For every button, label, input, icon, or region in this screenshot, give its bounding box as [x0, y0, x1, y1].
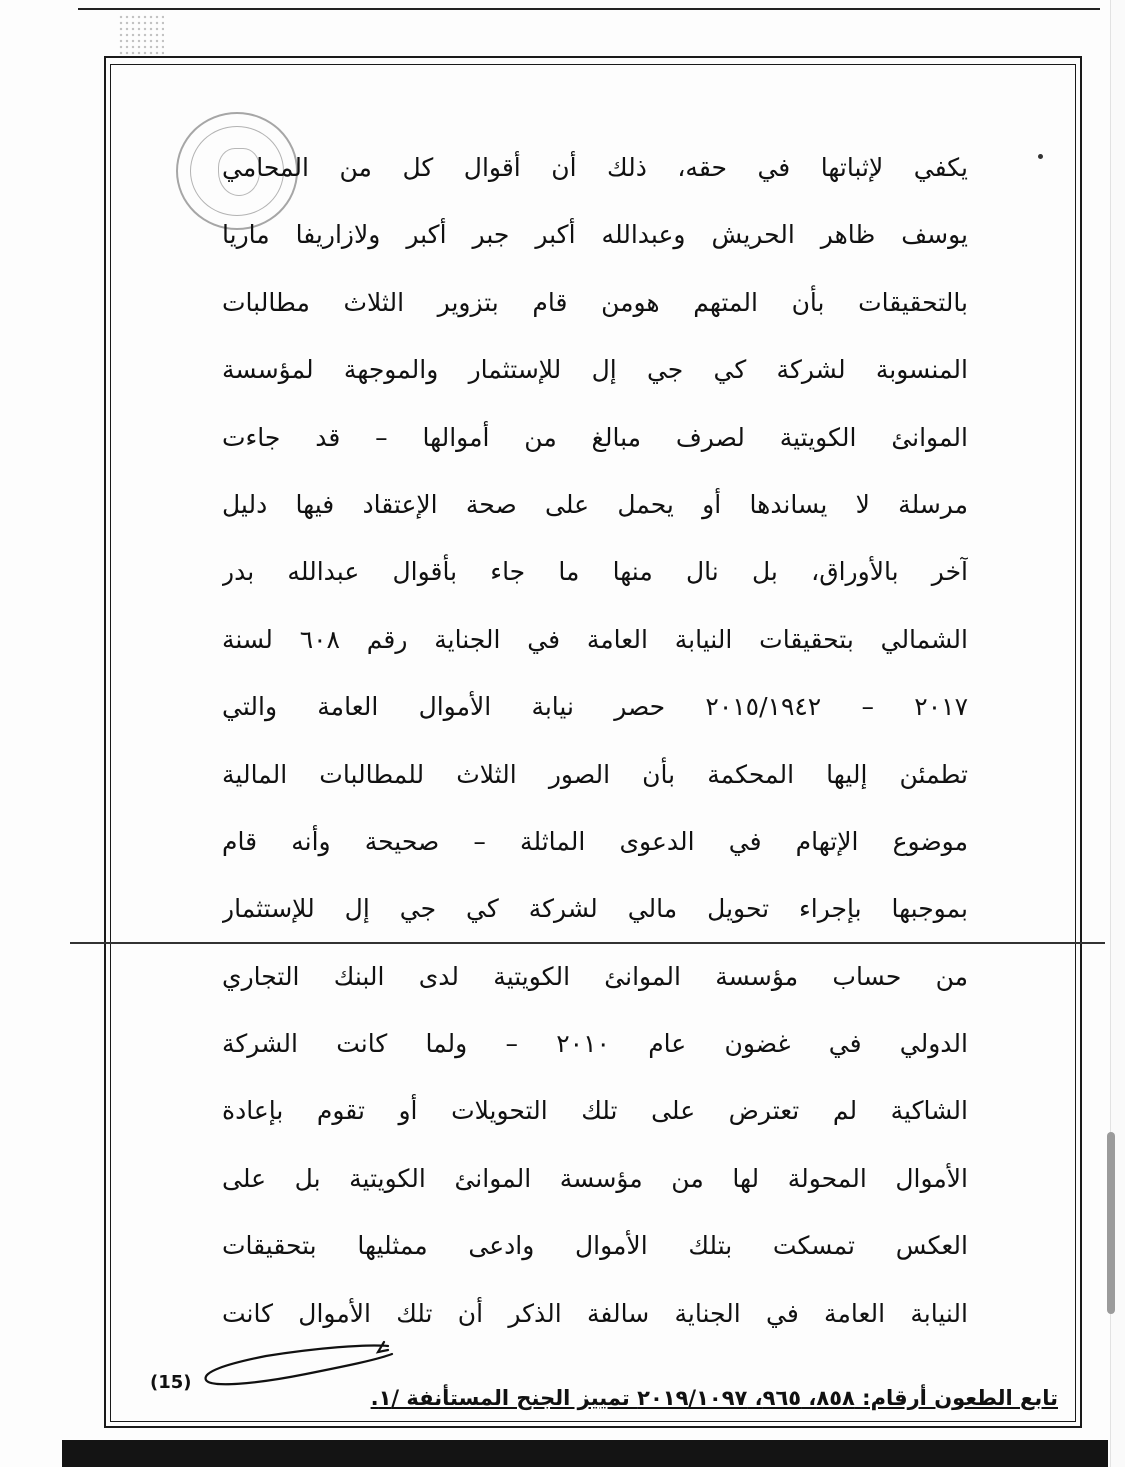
- text-line: الدولي في غضون عام ٢٠١٠ – ولما كانت الشركة: [222, 1029, 968, 1059]
- text-line: ٢٠١٧ – ٢٠١٥/١٩٤٢ حصر نيابة الأموال العامة والتي: [222, 692, 968, 722]
- text-line: من حساب مؤسسة الموانئ الكويتية لدى البنك التجاري: [222, 961, 968, 991]
- margin-dot: [1038, 154, 1043, 159]
- text-line: النيابة العامة في الجناية سالفة الذكر أن تلك الأموال كانت: [222, 1298, 968, 1328]
- text-line: تطمئن إليها المحكمة بأن الصور الثلاث للمطالبات المالية: [222, 759, 968, 789]
- text-line: يوسف ظاهر الحريش وعبدالله أكبر جبر أكبر ولازاريفا ماريا: [222, 220, 968, 250]
- text-line: الموانئ الكويتية لصرف مبالغ من أموالها – قد جاءت: [222, 422, 968, 452]
- scrollbar-thumb[interactable]: [1107, 1132, 1115, 1314]
- text-line: بموجبها بإجراء تحويل مالي لشركة كي جي إل للإستثمار: [222, 894, 968, 924]
- text-line: مرسلة لا يساندها أو يحمل على صحة الإعتقاد فيها دليل: [222, 489, 968, 519]
- top-rule: [78, 8, 1100, 10]
- page-number: (15): [150, 1372, 192, 1393]
- text-line: آخر بالأوراق، بل نال منها ما جاء بأقوال عبدالله بدر: [222, 557, 968, 587]
- case-reference-footer: تابع الطعون أرقام: ٨٥٨، ٩٦٥، ٢٠١٩/١٠٩٧ تمييز الجنح المستأنفة /١.: [370, 1386, 1058, 1410]
- text-line: العكس تمسكت بتلك الأموال وادعى ممثليها بتحقيقات: [222, 1231, 968, 1261]
- text-line: الأموال المحولة لها من مؤسسة الموانئ الكويتية بل على: [222, 1163, 968, 1193]
- text-line: يكفي لإثباتها في حقه، ذلك أن أقوال كل من المحامي: [222, 153, 968, 182]
- scan-noise: [118, 14, 164, 58]
- text-line: الشمالي بتحقيقات النيابة العامة في الجناية رقم ٦٠٨ لسنة: [222, 624, 968, 654]
- document-body: [222, 134, 968, 1347]
- text-line: المنسوبة لشركة كي جي إل للإستثمار والموجهة لمؤسسة: [222, 355, 968, 385]
- text-line: موضوع الإتهام في الدعوى الماثلة – صحيحة وأنه قام: [222, 826, 968, 856]
- text-line: بالتحقيقات بأن المتهم هومن قام بتزوير الثلاث مطالبات: [222, 287, 968, 317]
- text-line: الشاكية لم تعترض على تلك التحويلات أو تقوم بإعادة: [222, 1096, 968, 1126]
- scan-bottom-edge: [62, 1440, 1108, 1467]
- handwritten-signature: [196, 1334, 406, 1394]
